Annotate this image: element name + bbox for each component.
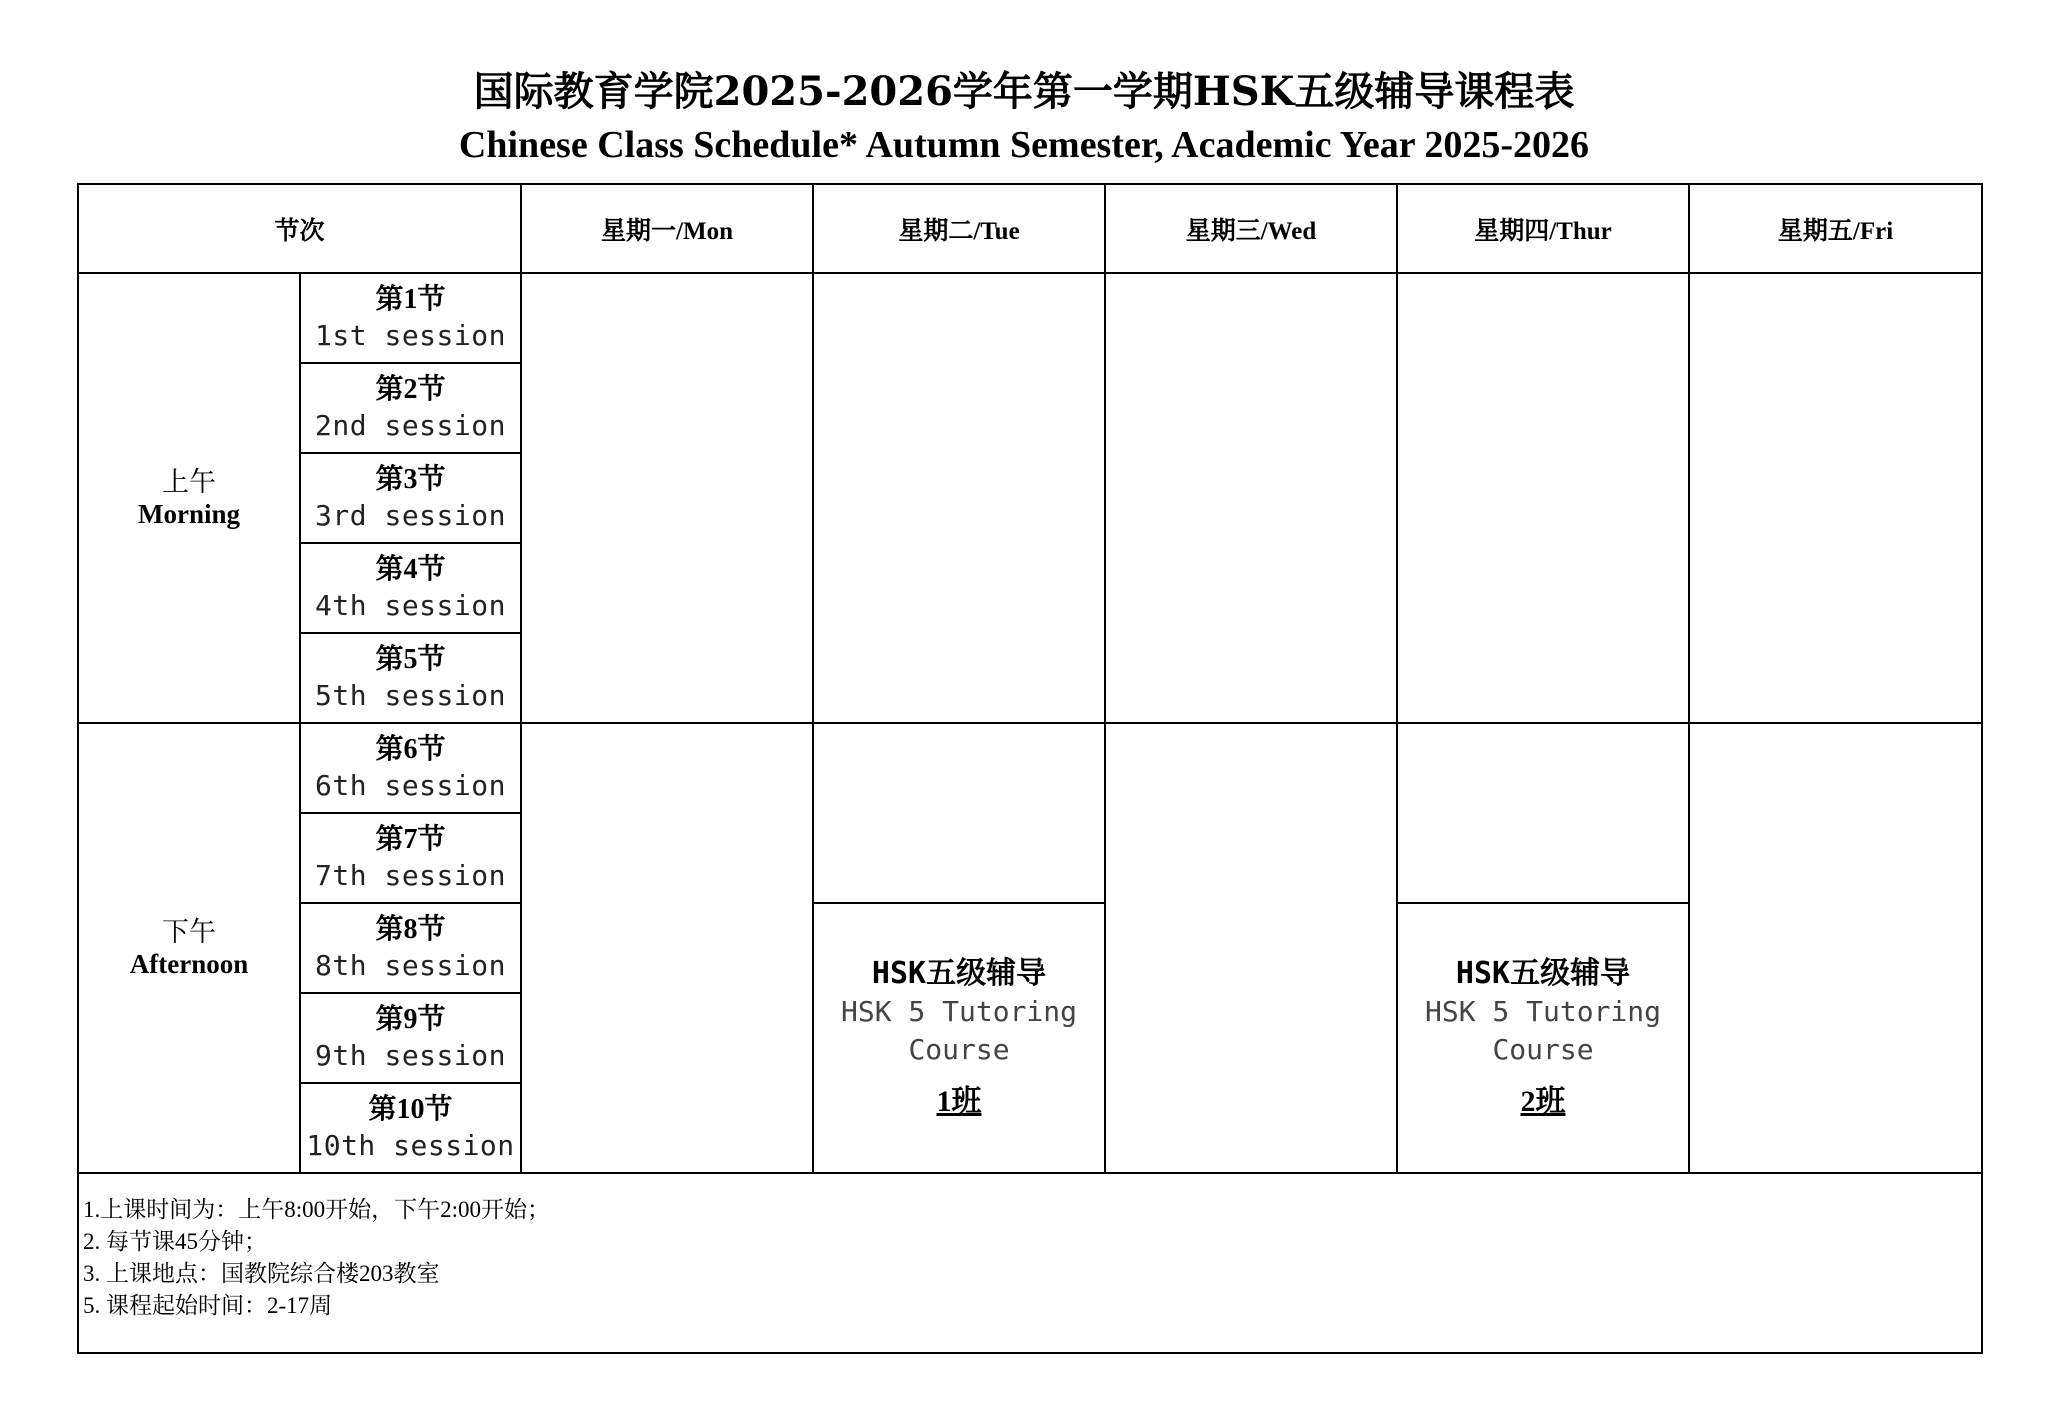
session-label-cn: 第8节	[375, 914, 446, 945]
day-header-mon: 星期一/Mon	[521, 184, 813, 273]
notes-cell	[78, 1173, 1982, 1353]
session-label-cn: 第3节	[375, 464, 446, 495]
session-label-cn: 第5节	[375, 644, 446, 675]
session-label-en: 1st session	[315, 319, 506, 352]
slot-fri-afternoon	[1689, 723, 1982, 1173]
notes-list	[79, 1174, 1981, 1322]
day-header-thu: 星期四/Thur	[1397, 184, 1689, 273]
session-label-cn: 第4节	[375, 554, 446, 585]
slot-wed-afternoon	[1105, 723, 1397, 1173]
session-label-en: 5th session	[315, 679, 506, 712]
title-english: Chinese Class Schedule* Autumn Semester, Academic Year 2025-2026	[458, 124, 1590, 166]
session-row	[78, 723, 1982, 813]
course-name-en: HSK 5 Tutoring Course	[1425, 995, 1662, 1066]
morning-label-en: Morning	[137, 499, 240, 529]
course-cell-thu	[1397, 903, 1689, 1173]
session-cell-1	[300, 273, 521, 363]
afternoon-cell	[78, 723, 300, 1173]
period-header: 节次	[78, 184, 521, 273]
afternoon-label-en: Afternoon	[129, 949, 249, 979]
slot-thu-morning	[1397, 273, 1689, 723]
slot-thu-early-afternoon	[1397, 723, 1689, 903]
session-label-en: 6th session	[315, 769, 506, 802]
session-label-en: 2nd session	[315, 409, 506, 442]
slot-fri-morning	[1689, 273, 1982, 723]
session-cell-3	[300, 453, 521, 543]
session-cell-6	[300, 723, 521, 813]
title-chinese: 国际教育学院2025-2026学年第一学期HSK五级辅导课程表	[473, 68, 1575, 115]
slot-tue-early-afternoon	[813, 723, 1105, 903]
session-cell-5	[300, 633, 521, 723]
slot-mon-morning	[521, 273, 813, 723]
course-name-en: HSK 5 Tutoring Course	[841, 995, 1078, 1066]
session-label-cn: 第1节	[375, 284, 446, 315]
header-row	[78, 184, 1982, 273]
session-cell-9	[300, 993, 521, 1083]
course-cell-tue	[813, 903, 1105, 1173]
course-name-cn: HSK五级辅导	[871, 956, 1047, 991]
slot-mon-afternoon	[521, 723, 813, 1173]
session-label-cn: 第10节	[368, 1094, 453, 1125]
session-label-cn: 第2节	[375, 374, 446, 405]
session-cell-7	[300, 813, 521, 903]
session-cell-2	[300, 363, 521, 453]
session-label-cn: 第7节	[375, 824, 446, 855]
session-row	[78, 273, 1982, 363]
session-label-en: 8th session	[315, 949, 506, 982]
session-cell-4	[300, 543, 521, 633]
day-header-fri: 星期五/Fri	[1689, 184, 1982, 273]
session-label-en: 10th session	[306, 1129, 515, 1162]
course-class-label: 1班	[936, 1085, 982, 1118]
notes-row	[78, 1173, 1982, 1353]
afternoon-label-cn: 下午	[162, 917, 216, 947]
note-item: 3. 上课地点：国教院综合楼203教室	[83, 1261, 440, 1286]
course-name-cn: HSK五级辅导	[1455, 956, 1631, 991]
session-cell-8	[300, 903, 521, 993]
session-label-en: 7th session	[315, 859, 506, 892]
session-label-en: 3rd session	[315, 499, 506, 532]
note-item: 2. 每节课45分钟；	[83, 1229, 267, 1254]
session-label-cn: 第9节	[375, 1004, 446, 1035]
session-label-cn: 第6节	[375, 734, 446, 765]
note-item: 5. 课程起始时间：2-17周	[83, 1293, 333, 1318]
course-class-label: 2班	[1520, 1085, 1566, 1118]
session-label-en: 9th session	[315, 1039, 506, 1072]
day-header-tue: 星期二/Tue	[813, 184, 1105, 273]
day-header-wed: 星期三/Wed	[1105, 184, 1397, 273]
morning-cell	[78, 273, 300, 723]
session-label-en: 4th session	[315, 589, 506, 622]
slot-wed-morning	[1105, 273, 1397, 723]
session-cell-10	[300, 1083, 521, 1173]
schedule-table	[77, 183, 1983, 1354]
slot-tue-morning	[813, 273, 1105, 723]
note-item: 1.上课时间为：上午8:00开始，下午2:00开始；	[83, 1197, 551, 1222]
morning-label-cn: 上午	[162, 467, 216, 497]
